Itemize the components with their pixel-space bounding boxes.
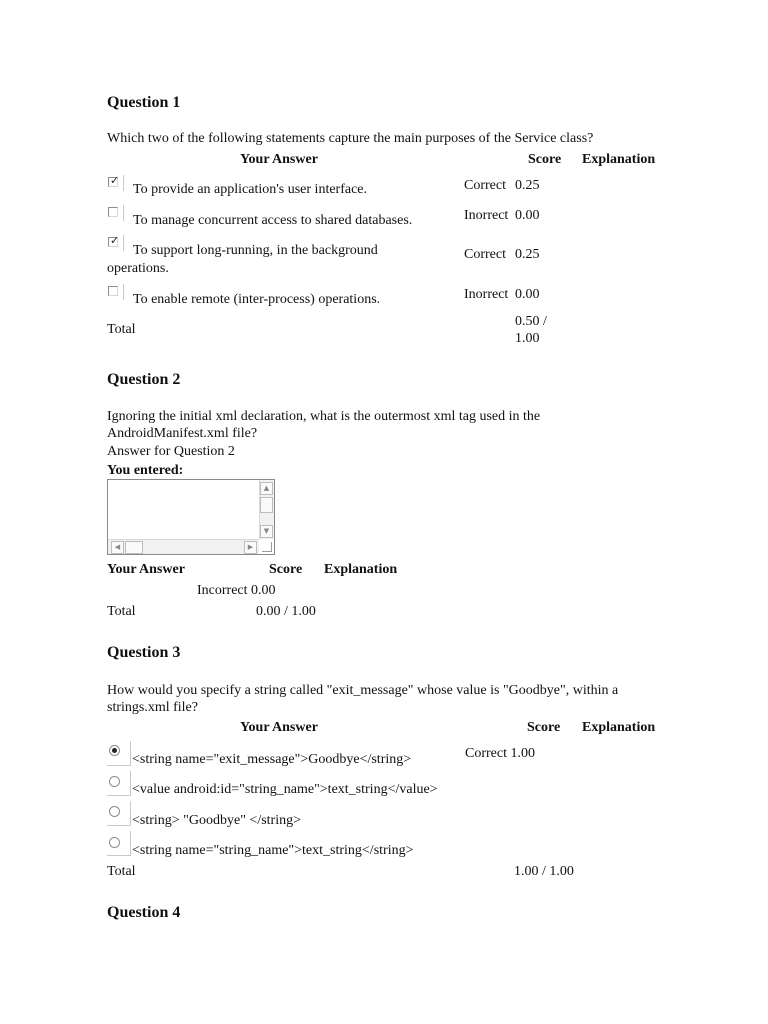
q1-header-explanation: Explanation [582, 152, 656, 167]
q2-header-your-answer: Your Answer [107, 562, 185, 577]
q1-option-1-status: Correct [464, 178, 506, 193]
q3-option-4-label: <string name="string_name">text_string</string> [132, 843, 414, 858]
q1-option-3-label-line2: operations. [107, 261, 169, 276]
q3-result: Correct 1.00 [465, 746, 535, 761]
q2-header-explanation: Explanation [324, 562, 398, 577]
question-2-prompt-line2: AndroidManifest.xml file? [107, 426, 258, 441]
divider [107, 795, 131, 796]
q3-total-value: 1.00 / 1.00 [514, 864, 574, 879]
q1-option-3-score: 0.25 [515, 247, 540, 262]
q2-total-label: Total [107, 604, 136, 619]
q3-header-explanation: Explanation [582, 720, 656, 735]
question-3-prompt-line1: How would you specify a string called "exit_message" whose value is "Goodbye", within a [107, 683, 619, 698]
q1-header-score: Score [528, 152, 562, 167]
q1-option-4-status: Inorrect [464, 287, 509, 302]
q2-header-score: Score [269, 562, 303, 577]
q3-option-3-radio[interactable] [109, 806, 120, 817]
q1-total-value-line2: 1.00 [515, 331, 540, 346]
resize-grip-icon [262, 542, 272, 552]
scroll-right-icon[interactable]: ▶ [244, 541, 257, 554]
question-2-prompt-line1: Ignoring the initial xml declaration, what is the outermost xml tag used in the [107, 409, 541, 424]
you-entered-label: You entered: [107, 463, 184, 478]
scroll-thumb[interactable] [125, 541, 143, 554]
divider [130, 741, 131, 765]
divider [123, 175, 124, 191]
check-icon: ✓ [110, 234, 120, 247]
divider [123, 284, 124, 300]
divider [107, 765, 131, 766]
q1-total-label: Total [107, 322, 136, 337]
question-4-title: Question 4 [107, 904, 181, 921]
divider [107, 855, 131, 856]
scroll-up-icon[interactable]: ▲ [260, 482, 273, 495]
question-1-prompt: Which two of the following statements capture the main purposes of the Service class? [107, 131, 594, 146]
q3-header-score: Score [527, 720, 561, 735]
resize-handle[interactable] [259, 539, 274, 554]
q1-option-2-status: Inorrect [464, 208, 509, 223]
q1-option-3-checkbox[interactable] [108, 234, 120, 247]
q2-total-value: 0.00 / 1.00 [256, 604, 316, 619]
scroll-thumb[interactable] [260, 497, 273, 513]
scroll-down-icon[interactable]: ▼ [260, 525, 273, 538]
answer-for-label: Answer for Question 2 [107, 444, 235, 459]
question-3-prompt-line2: strings.xml file? [107, 700, 198, 715]
question-1-title: Question 1 [107, 94, 181, 111]
scroll-left-icon[interactable]: ◀ [111, 541, 124, 554]
radio-selected-icon [112, 748, 117, 753]
question-3-title: Question 3 [107, 644, 181, 661]
q3-option-2-radio[interactable] [109, 776, 120, 787]
divider [130, 831, 131, 855]
vertical-scrollbar[interactable] [259, 480, 274, 540]
q1-option-2-score: 0.00 [515, 208, 540, 223]
horizontal-scrollbar[interactable] [108, 539, 260, 554]
q3-total-label: Total [107, 864, 136, 879]
q1-option-3-label-line1: To support long-running, in the background [133, 243, 378, 258]
q1-option-4-score: 0.00 [515, 287, 540, 302]
q3-option-3-label: <string> "Goodbye" </string> [132, 813, 302, 828]
q3-option-1-radio[interactable] [109, 745, 120, 756]
q3-header-your-answer: Your Answer [240, 720, 318, 735]
q2-result: Incorrect 0.00 [197, 583, 276, 598]
divider [130, 801, 131, 825]
q3-option-1-label: <string name="exit_message">Goodbye</string> [132, 752, 412, 767]
q3-option-4-radio[interactable] [109, 837, 120, 848]
q1-option-2-label: To manage concurrent access to shared databases. [133, 213, 413, 228]
divider [123, 235, 124, 251]
q1-option-2-checkbox[interactable] [108, 207, 118, 217]
answer-textarea[interactable] [107, 479, 275, 555]
q1-option-3-status: Correct [464, 247, 506, 262]
q1-option-4-checkbox[interactable] [108, 286, 118, 296]
q1-option-1-label: To provide an application's user interface. [133, 182, 368, 197]
q1-option-1-score: 0.25 [515, 178, 540, 193]
divider [130, 771, 131, 795]
q3-option-2-label: <value android:id="string_name">text_string</value> [132, 782, 438, 797]
q1-option-1-checkbox[interactable] [108, 174, 120, 187]
divider [123, 205, 124, 221]
check-icon: ✓ [110, 174, 120, 187]
q1-header-your-answer: Your Answer [240, 152, 318, 167]
q1-option-4-label: To enable remote (inter-process) operations. [133, 292, 381, 307]
divider [107, 825, 131, 826]
question-2-title: Question 2 [107, 371, 181, 388]
q1-total-value-line1: 0.50 / [515, 314, 547, 329]
